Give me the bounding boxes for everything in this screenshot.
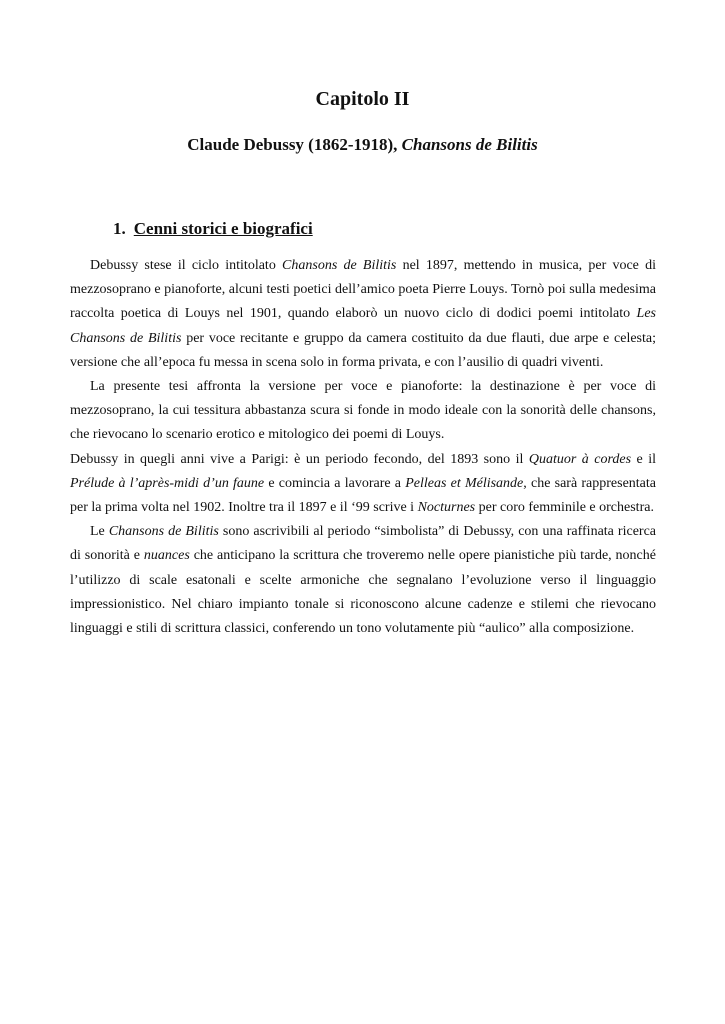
text-run: e il: [631, 451, 656, 467]
text-run: Debussy stese il ciclo intitolato: [90, 258, 283, 273]
italic-run: Chansons de Bilitis: [108, 524, 219, 540]
paragraph-1: [70, 254, 656, 375]
text-run: , che sarà rappresentata per la prima volta nel 1902. Inoltre tra il 1897 e il ‘99 scrive i: [70, 475, 656, 516]
text-run: Le: [90, 524, 109, 540]
italic-run: Nocturnes: [417, 500, 476, 516]
italic-run: Pelleas et Mélisande: [405, 475, 524, 491]
chapter-title: Capitolo II: [315, 88, 410, 110]
paragraph-3: [70, 448, 656, 521]
section-heading: [113, 218, 313, 240]
text-run: La presente tesi affronta la versione per voce e pianoforte: la destinazione è per voce di mezzosoprano, la cui tessitura abbastanza scura si fonde in modo ideale con la sonorità delle chansons, che rievocano lo scenario erotico e mitologico dei poemi di Louys.: [70, 379, 656, 443]
chapter-subtitle: [0, 134, 725, 156]
italic-run: Chansons de Bilitis: [282, 258, 397, 273]
text-run: per coro femminile e orchestra.: [475, 500, 654, 516]
paragraph-2: [70, 375, 656, 448]
body-text: [70, 254, 656, 641]
italic-run: Les Chansons de Bilitis: [70, 306, 656, 346]
text-run: nel 1897, mettendo in musica, per voce di mezzosoprano e pianoforte, alcuni testi poetici dell’amico poeta Pierre Louys. Tornò poi sulla medesima raccolta poetica di Louys nel 1901, quando elaborò un nuovo ciclo di dodici poemi intitolato: [70, 258, 656, 322]
section-title: Cenni storici e biografici: [133, 219, 313, 238]
text-run: e comincia a lavorare a: [264, 475, 406, 491]
italic-run: Quatuor à cordes: [528, 451, 632, 467]
paragraph-4: [70, 520, 656, 641]
text-run: Debussy in quegli anni vive a Parigi: è un periodo fecondo, del 1893 sono il: [70, 451, 529, 467]
text-run: per voce recitante e gruppo da camera costituito da due flauti, due arpe e celesta; versione che all’epoca fu messa in scena solo in forma privata, e con l’ausilio di quadri viventi.: [70, 330, 656, 370]
chapter-subtitle-work: Chansons de Bilitis: [401, 135, 538, 154]
text-run: sono ascrivibili al periodo “simbolista” di Debussy, con una raffinata ricerca di sonorità e: [70, 524, 656, 564]
italic-run: Prélude à l’après-midi d’un faune: [70, 475, 265, 491]
text-run: che anticipano la scrittura che troveremo nelle opere pianistiche più tarde, nonché l’utilizzo di scale esatonali e scelte armoniche che segnalano l’evoluzione verso il linguaggio impressionistico. Nel chiaro impianto tonale si riconoscono alcune cadenze e stilemi che rievocano linguaggi e stili di scrittura classici, conferendo un tono volutamente più “aulico” alla composizione.: [70, 548, 656, 637]
chapter-subtitle-composer: Claude Debussy (1862-1918),: [187, 135, 402, 154]
italic-run: nuances: [143, 548, 190, 564]
section-number: 1.: [113, 219, 126, 238]
